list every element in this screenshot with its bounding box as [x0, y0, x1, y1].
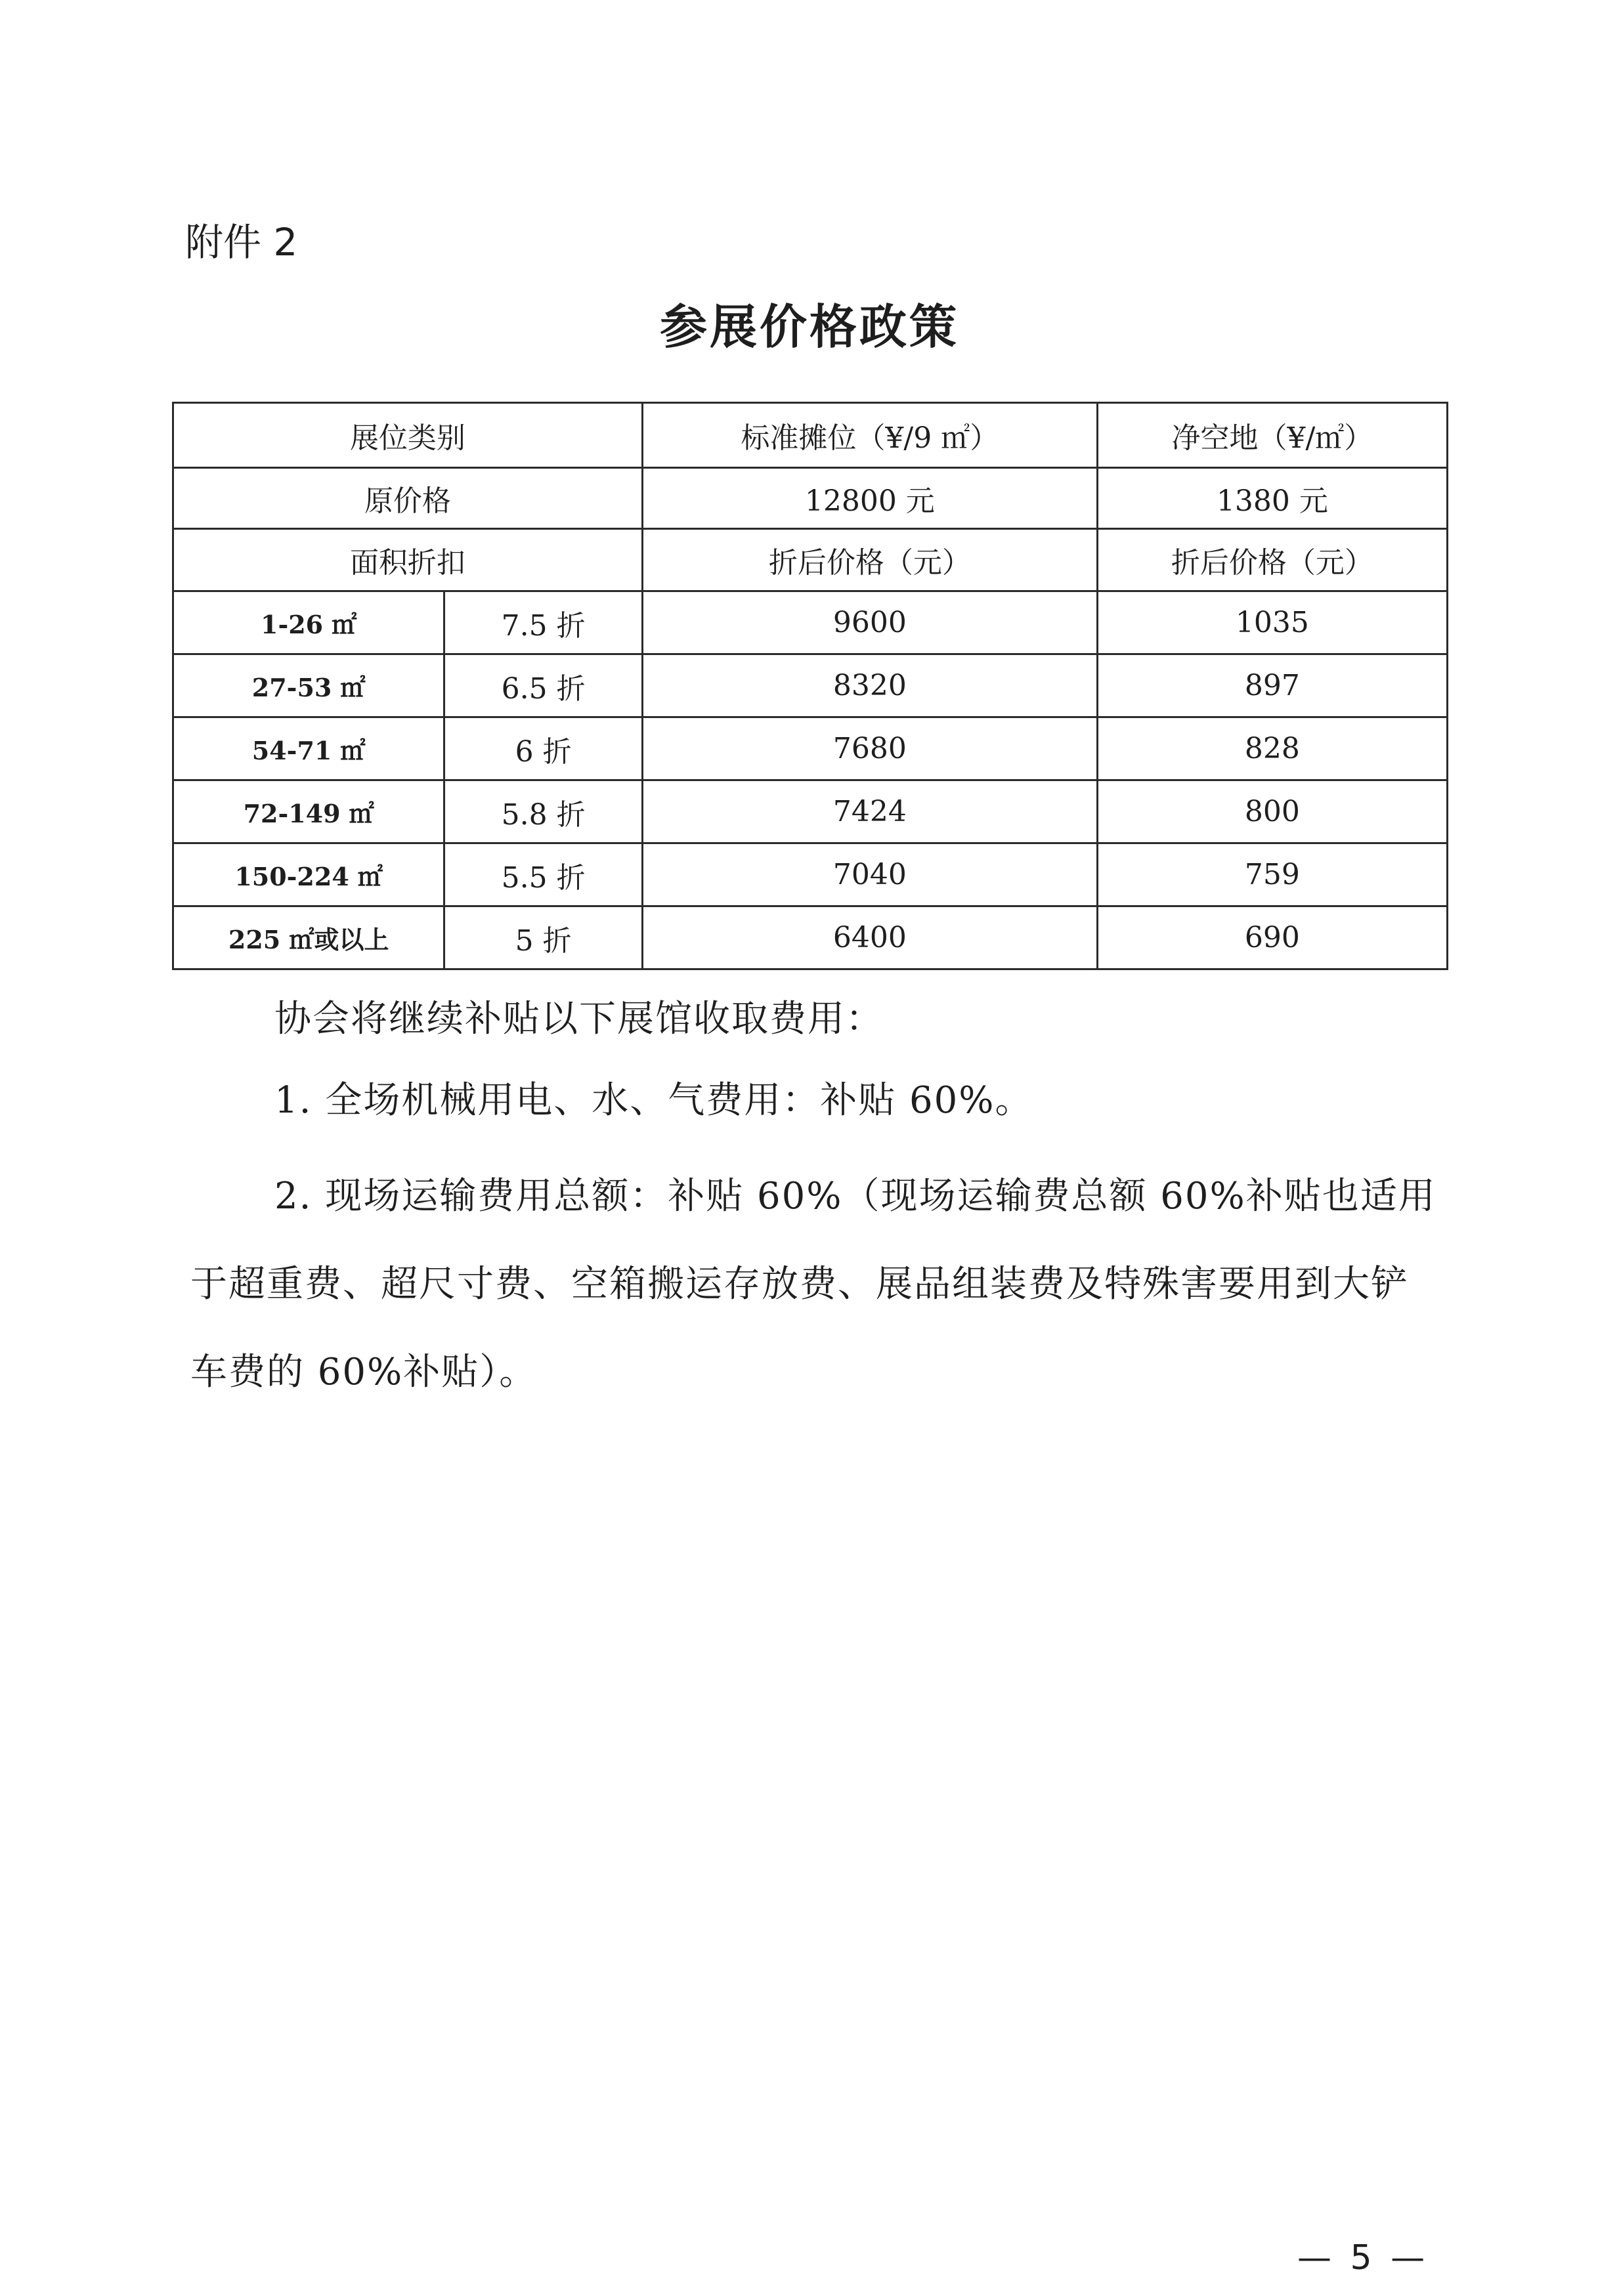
- document-title: 参展价格政策: [659, 299, 959, 354]
- raw-space-price: 1035: [1097, 591, 1447, 654]
- discount-rate: 6 折: [444, 717, 643, 780]
- subsidy-item-1: 1. 全场机械用电、水、气费用：补贴 60%。: [274, 1079, 1033, 1122]
- attachment-label: 附件 2: [185, 220, 298, 265]
- table-row: [173, 780, 1448, 843]
- discount-rate: 6.5 折: [444, 654, 643, 717]
- area-range: 150-224 ㎡: [173, 843, 444, 906]
- area-range: 1-26 ㎡: [173, 591, 444, 654]
- standard-price: 9600: [642, 591, 1097, 654]
- table-header-row: [173, 403, 1448, 468]
- original-price-raw: 1380 元: [1097, 468, 1447, 529]
- subsidy-intro: 协会将继续补贴以下展馆收取费用：: [274, 998, 884, 1040]
- standard-price: 7424: [642, 780, 1097, 843]
- original-price-standard: 12800 元: [642, 468, 1097, 529]
- raw-space-price: 800: [1097, 780, 1447, 843]
- standard-price: 8320: [642, 654, 1097, 717]
- raw-space-price: 897: [1097, 654, 1447, 717]
- page-number: — 5 —: [1297, 2238, 1429, 2278]
- header-booth-type: 展位类别: [173, 403, 643, 468]
- discount-rate: 5 折: [444, 906, 643, 969]
- table-row: [173, 717, 1448, 780]
- table-row: [173, 654, 1448, 717]
- table-row: [173, 591, 1448, 654]
- area-range: 27-53 ㎡: [173, 654, 444, 717]
- area-range: 54-71 ㎡: [173, 717, 444, 780]
- raw-space-price: 828: [1097, 717, 1447, 780]
- standard-price: 6400: [642, 906, 1097, 969]
- discount-header-row: [173, 529, 1448, 591]
- price-table-body: [173, 403, 1448, 969]
- table-row: [173, 843, 1448, 906]
- standard-price: 7040: [642, 843, 1097, 906]
- discounted-price-standard-label: 折后价格（元）: [642, 529, 1097, 591]
- discount-rate: 5.8 折: [444, 780, 643, 843]
- area-range: 225 ㎡或以上: [173, 906, 444, 969]
- area-range: 72-149 ㎡: [173, 780, 444, 843]
- area-discount-label: 面积折扣: [173, 529, 643, 591]
- raw-space-price: 759: [1097, 843, 1447, 906]
- table-row: [173, 906, 1448, 969]
- standard-price: 7680: [642, 717, 1097, 780]
- header-raw-space: 净空地（¥/㎡）: [1097, 403, 1447, 468]
- subsidy-item-2: 2. 现场运输费用总额：补贴 60%（现场运输费总额 60%补贴也适用于超重费、超尺寸费、空箱搬运存放费、展品组装费及特殊害要用到大铲车费的 60%补贴）。: [190, 1175, 1436, 1393]
- discounted-price-raw-label: 折后价格（元）: [1097, 529, 1447, 591]
- original-price-row: [173, 468, 1448, 529]
- header-standard-booth: 标准摊位（¥/9 ㎡）: [642, 403, 1097, 468]
- raw-space-price: 690: [1097, 906, 1447, 969]
- discount-rate: 7.5 折: [444, 591, 643, 654]
- price-table: [172, 402, 1448, 970]
- original-price-label: 原价格: [173, 468, 643, 529]
- discount-rate: 5.5 折: [444, 843, 643, 906]
